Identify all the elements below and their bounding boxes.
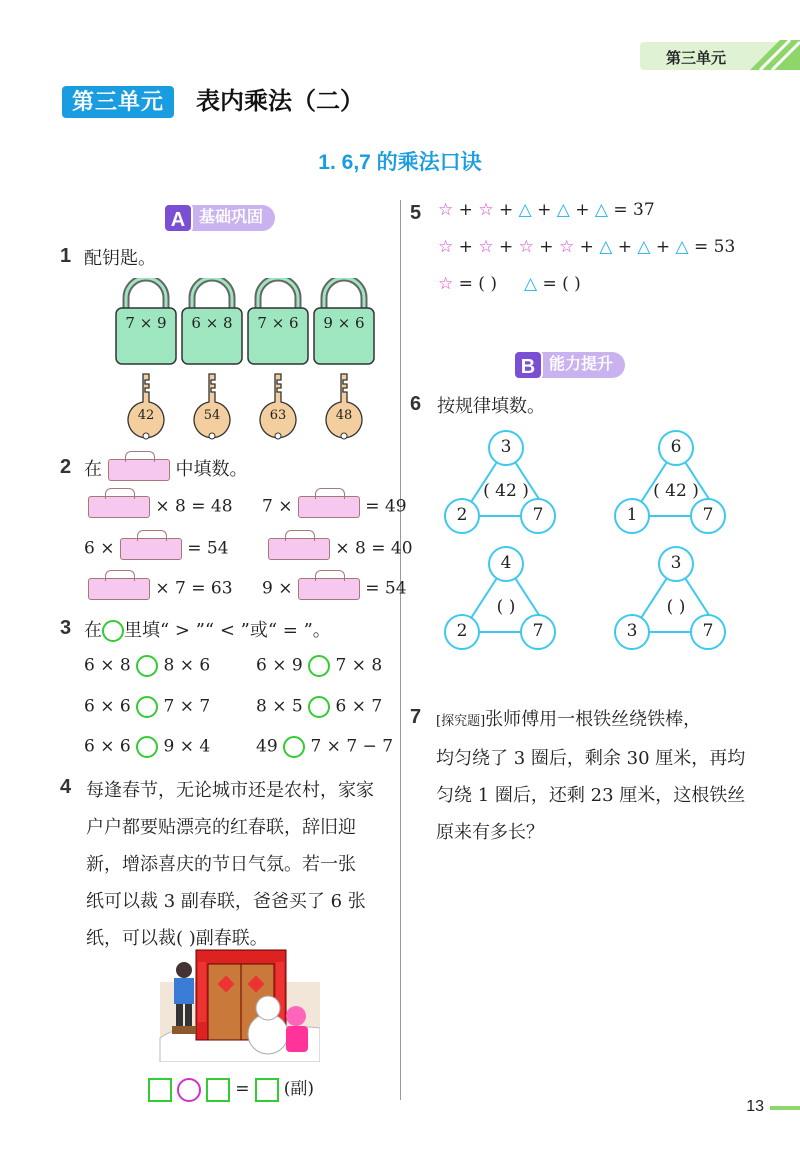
section-b-letter: B — [513, 350, 543, 380]
star-icon: ☆ — [558, 237, 575, 257]
triangle-left: 3 — [626, 621, 638, 641]
pattern-triangle-1 — [444, 428, 574, 538]
star-icon: ☆ — [438, 200, 454, 220]
answer-square[interactable] — [206, 1078, 230, 1102]
triangle-left: 1 — [626, 505, 638, 525]
triangle-icon: △ — [675, 237, 689, 257]
q2-suffix: = 54 — [187, 538, 229, 559]
q2-item — [88, 578, 233, 600]
unit-title: 表内乘法（二） — [196, 88, 364, 115]
key-2 — [189, 372, 235, 448]
star-icon: ☆ — [478, 200, 494, 220]
q5-line-3 — [438, 274, 581, 294]
pattern-triangle-3 — [444, 544, 574, 654]
triangle-icon: △ — [556, 200, 570, 220]
question-4-body — [86, 772, 374, 957]
lock-1 — [112, 278, 180, 378]
triangle-icon: △ — [524, 274, 538, 294]
compare-left: 6 × 8 — [84, 655, 131, 676]
question-1-text: 配钥匙。 — [84, 248, 156, 269]
lock-label: 9 × 6 — [323, 314, 365, 332]
triangle-top: 3 — [500, 437, 512, 457]
page-bar — [770, 1106, 800, 1110]
question-1-number: 1 — [60, 245, 72, 267]
triangle-icon: △ — [518, 200, 532, 220]
answer-box[interactable] — [120, 538, 182, 560]
compare-circle[interactable] — [308, 696, 330, 718]
triangle-top: 6 — [670, 437, 682, 457]
section-title: 1. 6,7 的乘法口诀 — [318, 151, 482, 174]
compare-item — [84, 696, 210, 718]
q4-line: 纸，可以裁( )副春联。 — [86, 928, 268, 949]
green-circle-icon — [102, 620, 124, 642]
unit-tag: 第三单元 — [640, 42, 800, 70]
triangle-middle[interactable]: ( 42 ) — [653, 481, 699, 501]
triangle-icon: △ — [599, 237, 613, 257]
lock-3 — [244, 278, 312, 378]
triangle-top: 4 — [500, 553, 512, 573]
lock-label: 7 × 6 — [257, 314, 299, 332]
answer-square[interactable] — [148, 1078, 172, 1102]
question-2-text-after: 中填数。 — [175, 459, 248, 480]
answer-square[interactable] — [255, 1078, 279, 1102]
compare-circle[interactable] — [136, 736, 158, 758]
compare-left: 8 × 5 — [256, 696, 303, 717]
triangle-answer[interactable]: = ( ) — [542, 274, 581, 294]
q5-line-1-result: = 37 — [613, 200, 655, 220]
spring-festival-illustration — [150, 942, 320, 1062]
q2-item — [262, 578, 407, 600]
triangle-right: 7 — [532, 621, 544, 641]
star-answer[interactable]: = ( ) — [458, 274, 497, 294]
compare-left: 6 × 6 — [84, 696, 131, 717]
stripe-decoration-icon — [740, 30, 800, 70]
pattern-triangle-4 — [614, 544, 744, 654]
triangle-right: 7 — [702, 505, 714, 525]
key-label: 48 — [335, 408, 353, 423]
pattern-triangle-2 — [614, 428, 744, 538]
compare-item — [256, 736, 393, 758]
answer-box[interactable] — [268, 538, 330, 560]
q4-line: 纸可以裁 3 副春联，爸爸买了 6 张 — [86, 891, 366, 912]
q2-item — [84, 538, 229, 560]
triangle-icon: △ — [637, 237, 651, 257]
q2-suffix: × 8 = 48 — [155, 496, 233, 517]
triangle-right: 7 — [532, 505, 544, 525]
q2-prefix: 6 × — [84, 538, 115, 559]
column-divider — [400, 200, 401, 1100]
compare-item — [84, 736, 210, 758]
compare-circle[interactable] — [136, 655, 158, 677]
triangle-icon: △ — [594, 200, 608, 220]
q7-tag: [探究题] — [436, 714, 486, 729]
question-3-text — [84, 616, 331, 642]
q7-line: 张师傅用一根铁丝绕铁棒， — [485, 709, 702, 730]
triangle-top: 3 — [670, 553, 682, 573]
compare-left: 6 × 9 — [256, 655, 303, 676]
section-b-label: 能力提升 — [549, 356, 614, 373]
question-3-text-after: 里填“ > ”“ < ”或“ = ”。 — [124, 620, 331, 641]
star-icon: ☆ — [438, 274, 454, 294]
q4-answer-row — [148, 1074, 314, 1102]
q7-line: 原来有多长？ — [436, 822, 544, 843]
section-b-badge — [513, 352, 625, 378]
question-4-number: 4 — [60, 776, 72, 798]
compare-right: 9 × 4 — [163, 736, 211, 757]
compare-item — [84, 655, 210, 677]
star-icon: ☆ — [478, 237, 494, 257]
q2-suffix: × 7 = 63 — [155, 578, 233, 599]
q2-suffix: = 49 — [365, 496, 407, 517]
triangle-left: 2 — [456, 505, 468, 525]
compare-left: 49 — [256, 736, 278, 757]
compare-right: 7 × 7 − 7 — [310, 736, 394, 757]
compare-left: 6 × 6 — [84, 736, 131, 757]
question-3-text-before: 在 — [84, 620, 102, 641]
q4-unit: (副) — [283, 1079, 314, 1099]
question-7-body — [436, 701, 745, 851]
triangle-middle[interactable]: ( ) — [666, 597, 686, 617]
key-label: 42 — [137, 408, 155, 423]
lock-label: 7 × 9 — [125, 314, 167, 332]
question-3-number: 3 — [60, 617, 72, 639]
question-2-text — [84, 455, 247, 481]
answer-box[interactable] — [88, 496, 150, 518]
answer-box[interactable] — [298, 496, 360, 518]
q2-item — [88, 496, 233, 518]
triangle-middle[interactable]: ( 42 ) — [483, 481, 529, 501]
question-7-number: 7 — [410, 706, 422, 728]
question-6-text: 按规律填数。 — [437, 396, 545, 417]
section-a-label: 基础巩固 — [199, 209, 264, 226]
q2-suffix: × 8 = 40 — [335, 538, 413, 559]
question-5-number: 5 — [410, 202, 422, 224]
lock-4 — [310, 278, 378, 378]
q2-suffix: = 54 — [365, 578, 407, 599]
equals-sign: = — [235, 1079, 250, 1099]
page-number: 13 — [746, 1098, 764, 1115]
question-6-number: 6 — [410, 393, 422, 415]
triangle-left: 2 — [456, 621, 468, 641]
unit-badge: 第三单元 — [62, 86, 174, 118]
q4-line: 户户都要贴漂亮的红春联，辞旧迎 — [86, 817, 356, 838]
pink-box-icon — [108, 459, 170, 481]
key-4 — [321, 372, 367, 448]
q2-item — [262, 496, 407, 518]
compare-circle[interactable] — [308, 655, 330, 677]
key-label: 54 — [203, 408, 221, 423]
operator-circle[interactable] — [177, 1078, 201, 1102]
key-3 — [255, 372, 301, 448]
answer-box[interactable] — [298, 578, 360, 600]
triangle-right: 7 — [702, 621, 714, 641]
q2-item — [268, 538, 413, 560]
compare-circle[interactable] — [283, 736, 305, 758]
compare-right: 8 × 6 — [163, 655, 211, 676]
q5-line-1: ☆ + ☆ + △ + △ + △ = 37 — [438, 200, 655, 220]
q4-line: 每逢春节，无论城市还是农村，家家 — [86, 780, 374, 801]
q7-line: 均匀绕了 3 圈后，剩余 30 厘米，再均 — [436, 748, 746, 769]
key-1 — [123, 372, 169, 448]
lock-label: 6 × 8 — [191, 314, 233, 332]
q2-prefix: 7 × — [262, 496, 293, 517]
answer-box[interactable] — [88, 578, 150, 600]
q5-line-2: ☆ + ☆ + ☆ + ☆ + △ + △ + △ = 53 — [438, 237, 736, 257]
q7-line: 匀绕 1 圈后，还剩 23 厘米，这根铁丝 — [436, 785, 746, 806]
q4-line: 新，增添喜庆的节日气氛。若一张 — [86, 854, 356, 875]
compare-right: 7 × 8 — [335, 655, 383, 676]
section-a-badge — [163, 205, 275, 231]
star-icon: ☆ — [518, 237, 534, 257]
triangle-middle[interactable]: ( ) — [496, 597, 516, 617]
compare-right: 6 × 7 — [335, 696, 383, 717]
compare-item — [256, 655, 382, 677]
lock-2 — [178, 278, 246, 378]
compare-item — [256, 696, 382, 718]
q5-line-2-result: = 53 — [694, 237, 736, 257]
star-icon: ☆ — [438, 237, 454, 257]
q2-prefix: 9 × — [262, 578, 293, 599]
compare-circle[interactable] — [136, 696, 158, 718]
section-a-letter: A — [163, 203, 193, 233]
question-2-number: 2 — [60, 456, 72, 478]
key-label: 63 — [269, 408, 287, 423]
compare-right: 7 × 7 — [163, 696, 211, 717]
question-2-text-before: 在 — [84, 459, 102, 480]
